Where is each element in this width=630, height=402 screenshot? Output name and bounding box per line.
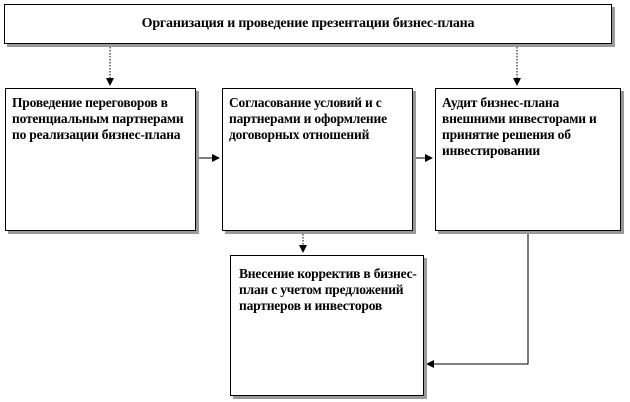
diagram-title-box [4,4,612,44]
node-audit-label: Аудит бизнес-плана внешними инвесторами и принятие решения об инвестировании [442,95,597,158]
node-corrections [230,255,424,396]
node-negotiations [5,88,196,231]
node-agreement-label: Согласование условий и с партнерами и оформление договорных отношений [229,95,387,142]
node-corrections-label: Внесение корректив в бизнес-план с учетом предложений партнеров и инвесторов [239,266,417,313]
node-agreement [222,88,413,231]
node-negotiations-label: Проведение переговоров в потенциальным партнерами по реализации бизнес-плана [12,95,184,142]
node-audit [435,88,621,231]
edge-audit-to-corrections [427,234,528,364]
diagram-title: Организация и проведение презентации бизнес-плана [141,16,475,31]
